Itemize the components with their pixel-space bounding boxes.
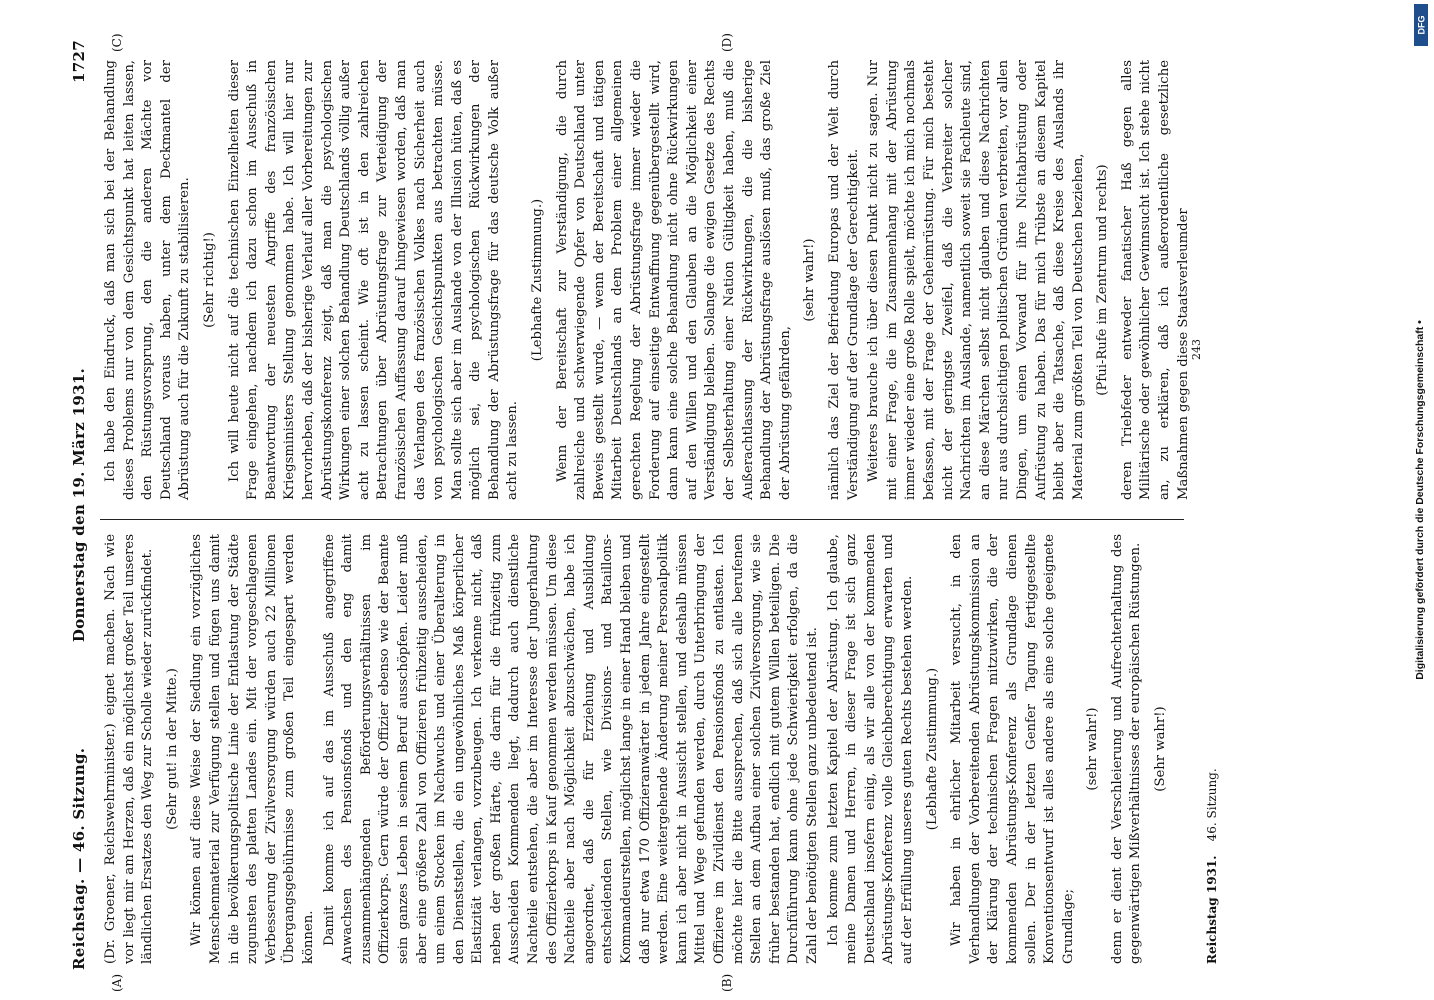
paragraph: Ich will heute nicht auf die technischen Einzelheiten dieser Frage eingehen, nachdem ich dazu schon im Ausschuß in Beantwortung der neuesten Angriffe des französischen Kriegsministers Stellung genommen habe. Ich will hier nur hervorheben, daß der bisherige Verlauf aller Vorbereitungen zur Abrüstungskonferenz zeigt, daß man die psychologischen Wirkungen einer solchen Behandlung Deutschlands völlig außer acht zu lassen scheint. Wie oft ist in den zahlreichen Betrachtungen über Abrüstungsfrage zur Verteidigung der französischen Auffassung darauf hingewiesen worden, daß man das Verlangen des französischen Volkes nach Sicherheit auch von psychologischen Gesichtspunkten aus betrachten müsse. Man sollte sich aber im Auslande von der Illusion hüten, daß es möglich sei, die psychologischen Rückwirkungen der Behandlung der Abrüstungsfrage für das deutsche Volk außer acht zu lassen.	[226, 60, 521, 500]
paragraph: Wenn der Bereitschaft zur Verständigung, die durch zahlreiche und schwerwiegende Opfer von Deutschland unter Beweis gestellt wurde, — wenn der Bereitschaft und tätigen Mitarbeit Deutschlands an dem Problem einer allgemeinen gerechten Regelung der Abrüstungsfrage immer wieder die Forderung auf einseitige Entwaffnung gegenübergestellt wird, dann kann eine solche Behandlung nicht ohne Rückwirkungen auf den Willen und den Glauben an die Möglichkeit einer Verständigung bleiben. Solange die ewigen Gesetze des Rechts der Selbsterhaltung einer Nation Gültigkeit haben, muß die Außerachtlassung der Rückwirkungen, die die bisherige Behandlung der Abrüstungsfrage auslösen muß, das große Ziel der Abrüstung gefährden,	[554, 60, 793, 500]
margin-marker-c: (C)	[110, 33, 124, 52]
paragraph: denn er dient der Verschleierung und Aufrechterhaltung des gegenwärtigen Mißverhältnisses der europäischen Rüstungen.	[1109, 534, 1144, 964]
left-column	[102, 534, 1184, 964]
header-left: Reichstag. — 46. Sitzung.	[70, 747, 88, 970]
page-footer	[1205, 768, 1219, 964]
paragraph: Damit komme ich auf das im Ausschuß angegriffene Anwachsen des Pensionsfonds und den eng damit zusammenhängenden Beförderungsverhältnissen im Offizierkorps. Gern würde der Offizier ebenso wie der Beamte sein ganzes Leben in seinem Beruf ausschöpfen. Leider muß aber eine größere Zahl von Offizieren frühzeitig ausscheiden, um einem Stocken im Nachwuchs und einer Überalterung in den Dienststellen, die ein ungewöhnliches Maß körperlicher Elastizität verlangen, vorzubeugen. Ich verkenne nicht, daß neben der großen Härte, die darin für die frühzeitig zum Ausscheiden Kommenden liegt, dadurch auch dienstliche Nachteile entstehen, die aber im Interesse der Jungerhaltung des Offizierkorps in Kauf genommen werden müssen. Um diese Nachteile aber nach Möglichkeit abzuschwächen, habe ich angeordnet, daß die für Erziehung und Ausbildung entscheidenden Stellen, wie Divisions- und Bataillons-Kommandeurstellen, möglichst lange in einer Hand bleiben und daß nur etwa 170 Offizieranwärter in jedem Jahre eingestellt werden. Eine weitergehende Änderung meiner Personalpolitik kann ich aber nicht in Aussicht stellen, und deshalb müssen Mittel und Wege gefunden werden, durch Unterbringung der Offiziere im Zivildienst den Pensionsfonds zu entlasten. Ich möchte hier die Bitte aussprechen, daß sich alle berufenen Stellen an dem Aufbau einer solchen Zivilversorgung, wie sie früher bestanden hat, endlich mit gutem Willen beteiligen. Die Durchführung kann ohne jede Schwierigkeit erfolgen, da die Zahl der benötigten Stellen ganz unbedeutend ist.	[321, 534, 820, 964]
interjection: (sehr wahr!)	[1085, 707, 1101, 791]
page-number: 1727	[70, 40, 88, 83]
column-divider	[100, 519, 1184, 520]
header-date: Donnerstag den 19. März 1931.	[70, 367, 88, 643]
footer-session: 46. Sitzung.	[1205, 768, 1219, 842]
digitization-credit	[1406, 0, 1434, 1000]
paragraph: Weiteres brauche ich über diesen Punkt nicht zu sagen. Nur mit einer Frage, die im Zusammenhang mit der Abrüstung immer wieder eine große Rolle spielt, möchte ich mich nochmals befassen, mit der Frage der Geheimrüstung. Für mich besteht nicht der geringste Zweifel, daß die Verbreiter solcher Nachrichten im Auslande, namentlich soweit sie Fachleute sind, an diese Märchen selbst nicht glauben und diese Nachrichten nur aus durchsichtigen politischen Gründen verbreiten, vor allen Dingen, um einen Vorwand für ihre Nichtabrüstung oder Aufrüstung zu haben. Das für mich Trübste an diesem Kapitel bleibt aber die Tatsache, daß diese Kreise des Auslands ihr Material zum größten Teil von Deutschen beziehen,	[866, 60, 1086, 500]
paragraph: nämlich das Ziel der Befriedung Europas und der Welt durch Verständigung auf der Grundlage der Gerechtigkeit.	[826, 60, 861, 500]
paragraph: Wir haben in ehrlicher Mitarbeit versucht, in den Verhandlungen der Vorbereitenden Abrüstungskommission an der Klärung der technischen Fragen mitzuwirken, die der kommenden Abrüstungs-Konferenz als Grundlage dienen sollen. Der in der letzten Genfer Tagung fertiggestellte Konventionsentwurf ist alles andere als eine solche geeignete Grundlage;	[949, 534, 1076, 964]
dfg-logo-text: DFG	[1416, 15, 1426, 35]
printer-signature: 243	[1190, 339, 1203, 360]
interjection: (Pfui-Rufe im Zentrum und rechts)	[1095, 164, 1111, 396]
paragraph: deren Triebfeder entweder fanatischer Haß gegen alles Militärische oder gewöhnlicher Gewinnsucht ist. Ich stehe nicht an, zu erklären, daß ich außerordentliche gesetzliche Maßnahmen gegen diese Staatsverleumder	[1119, 60, 1191, 500]
paragraph: (Dr. Groener, Reichswehrminister.) eignet machen. Nach wie vor liegt mir am Herzen, daß ein möglichst großer Teil unseres ländlichen Ersatzes den Weg zur Scholle wieder zurückfindet.	[103, 534, 156, 964]
margin-marker-b: (B)	[720, 973, 734, 992]
dfg-logo	[1414, 4, 1428, 46]
credit-text: Digitalisierung gefördert durch die Deutsche Forschungsgemeinschaft •	[1414, 320, 1427, 680]
interjection: (Sehr richtig!)	[201, 232, 217, 328]
interjection: (Sehr wahr!)	[1153, 706, 1169, 792]
interjection: (Lebhafte Zustimmung.)	[530, 198, 546, 362]
margin-marker-a: (A)	[110, 973, 124, 992]
right-column	[102, 60, 1191, 500]
paragraph: Ich komme zum letzten Kapitel der Abrüstung. Ich glaube, meine Damen und Herren, in dieser Frage ist sich ganz Deutschland insofern einig, als wir alle von der kommenden Abrüstungs-Konferenz volle Gleichberechtigung erwarten und auf der Erfüllung unseres guten Rechts bestehen werden.	[825, 534, 915, 964]
interjection: (Sehr gut! in der Mitte.)	[164, 668, 180, 830]
margin-marker-d: (D)	[720, 33, 734, 52]
interjection: (Lebhafte Zustimmung.)	[924, 667, 940, 831]
footer-left: Reichstag 1931.	[1205, 855, 1219, 964]
paragraph: Ich habe den Eindruck, daß man sich bei der Behandlung dieses Problems nur von dem Gesichtspunkt hat leiten lassen, den Rüstungsvorsprung, den die anderen Mächte vor Deutschland voraus haben, unter dem Deckmantel der Abrüstung auch für die Zukunft zu stabilisieren.	[103, 60, 193, 500]
paragraph: Wir können auf diese Weise der Siedlung ein vorzügliches Menschenmaterial zur Verfügung stellen und fügen uns damit in die bevölkerungspolitische Linie der Entlastung der Städte zugunsten des platten Landes ein. Mit der vorgeschlagenen Verbesserung der Zivilversorgung würden auch 22 Millionen Übergangsgebührnisse zum großen Teil eingespart werden können.	[189, 534, 316, 964]
interjection: (sehr wahr!)	[802, 238, 818, 322]
page-header	[68, 40, 90, 970]
